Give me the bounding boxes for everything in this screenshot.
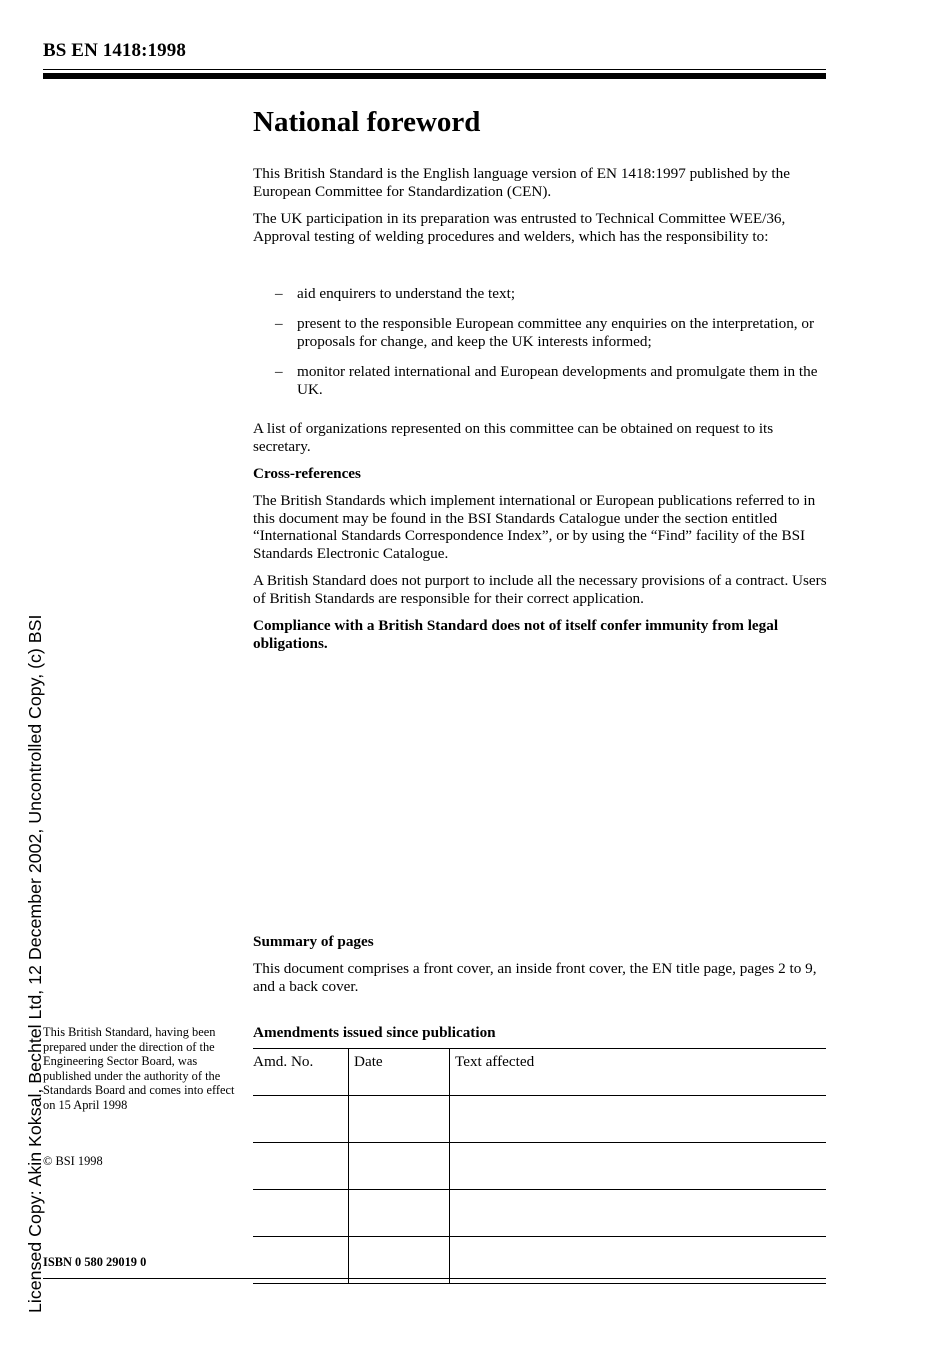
table-cell <box>450 1190 827 1237</box>
amendments-table <box>253 1048 826 1284</box>
isbn: ISBN 0 580 29019 0 <box>43 1255 147 1269</box>
column-header-date: Date <box>349 1049 450 1096</box>
table-cell <box>253 1190 349 1237</box>
bullet-dash: – <box>275 363 283 380</box>
approval-note: This British Standard, having been prepared under the direction of the Engineering Sector Board, was published under the authority of the Standards Board and comes into effect on 15 April 1998 <box>43 1025 235 1112</box>
cross-references-heading: Cross-references <box>253 465 361 482</box>
paragraph-committee-list: A list of organizations represented on this committee can be obtained on request to its secretary. <box>253 420 774 455</box>
header-rule-thin <box>43 69 826 70</box>
paragraph-cross-references: The British Standards which implement international or European publications referred to in this document may be found in the BSI Standards Catalogue under the section entitled “International Standards Correspondence Index”, or by using the “Find” facility of the BSI Standards Electronic Catalogue. <box>253 492 816 562</box>
license-watermark: Licensed Copy: Akin Koksal, Bechtel Ltd, 12 December 2002, Uncontrolled Copy, (c) BSI <box>25 614 45 1313</box>
table-row <box>253 1190 826 1237</box>
table-row <box>253 1096 826 1143</box>
header-rule-thick <box>43 73 826 79</box>
table-row <box>253 1143 826 1190</box>
table-cell <box>450 1096 827 1143</box>
footer-rule <box>43 1278 826 1279</box>
paragraph-language-version: This British Standard is the English language version of EN 1418:1997 published by the European Committee for Standardization (CEN). <box>253 165 790 200</box>
table-cell <box>349 1190 450 1237</box>
page-title: National foreword <box>253 106 481 138</box>
compliance-statement: Compliance with a British Standard does not of itself confer immunity from legal obligations. <box>253 617 779 652</box>
table-cell <box>253 1143 349 1190</box>
list-item-text: monitor related international and European developments and promulgate them in the UK. <box>297 363 818 398</box>
list-item-text: present to the responsible European committee any enquiries on the interpretation, or proposals for change, and keep the UK interests informed; <box>297 315 815 350</box>
table-cell <box>349 1096 450 1143</box>
table-row <box>253 1237 826 1284</box>
document-code: BS EN 1418:1998 <box>43 40 186 61</box>
copyright-notice: © BSI 1998 <box>43 1154 103 1168</box>
table-cell <box>253 1096 349 1143</box>
table-cell <box>253 1237 349 1284</box>
paragraph-uk-participation: The UK participation in its preparation was entrusted to Technical Committee WEE/36, Approval testing of welding procedures and welders, which has the responsibility to: <box>253 210 786 245</box>
column-header-text-affected: Text affected <box>450 1049 827 1096</box>
table-cell <box>450 1237 827 1284</box>
table-cell <box>450 1143 827 1190</box>
summary-heading: Summary of pages <box>253 933 374 950</box>
summary-text: This document comprises a front cover, an inside front cover, the EN title page, pages 2 to 9, and a back cover. <box>253 960 817 995</box>
paragraph-contract-provisions: A British Standard does not purport to include all the necessary provisions of a contract. Users of British Standards are responsible for their correct application. <box>253 572 827 607</box>
column-header-amd-no: Amd. No. <box>253 1049 349 1096</box>
table-header-row <box>253 1049 826 1096</box>
table-cell <box>349 1237 450 1284</box>
table-cell <box>349 1143 450 1190</box>
list-item-text: aid enquirers to understand the text; <box>297 285 516 302</box>
bullet-dash: – <box>275 315 283 332</box>
bullet-dash: – <box>275 285 283 302</box>
amendments-heading: Amendments issued since publication <box>253 1024 496 1041</box>
